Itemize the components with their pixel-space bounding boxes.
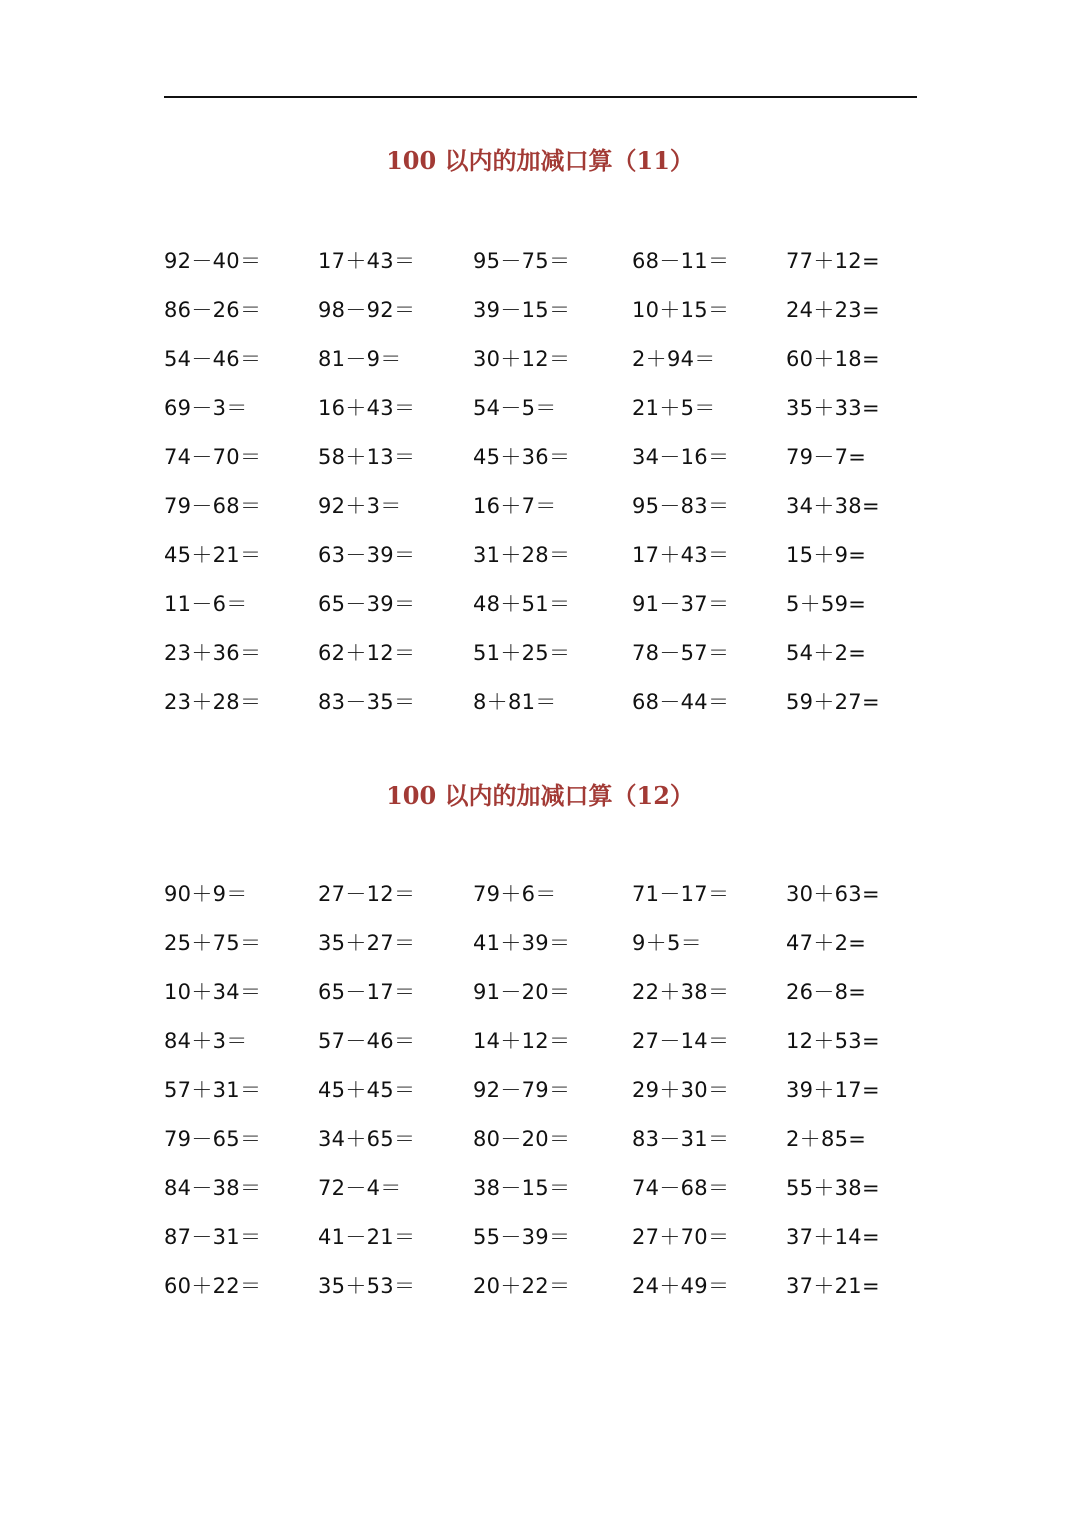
problem: 24＋49＝ bbox=[632, 1274, 730, 1298]
problem: 11－6＝ bbox=[164, 592, 248, 616]
problem: 74－70＝ bbox=[164, 445, 262, 469]
problem: 59＋27= bbox=[786, 690, 880, 714]
problem: 17＋43＝ bbox=[632, 543, 730, 567]
problem: 80－20＝ bbox=[473, 1127, 571, 1151]
problem: 23＋36＝ bbox=[164, 641, 262, 665]
problem: 95－75＝ bbox=[473, 249, 571, 273]
problem: 30＋63= bbox=[786, 882, 880, 906]
problem: 41＋39＝ bbox=[473, 931, 571, 955]
problem: 24＋23= bbox=[786, 298, 880, 322]
problem: 47＋2= bbox=[786, 931, 867, 955]
problem: 17＋43＝ bbox=[318, 249, 416, 273]
header-rule bbox=[164, 96, 917, 98]
problem: 48＋51＝ bbox=[473, 592, 571, 616]
section-title: 100 以内的加减口算（11） bbox=[386, 146, 694, 175]
problem: 27－12＝ bbox=[318, 882, 416, 906]
problem: 26－8= bbox=[786, 980, 867, 1004]
problem: 58＋13＝ bbox=[318, 445, 416, 469]
problem: 69－3＝ bbox=[164, 396, 248, 420]
problem: 51＋25＝ bbox=[473, 641, 571, 665]
problem: 92－79＝ bbox=[473, 1078, 571, 1102]
problem: 83－35＝ bbox=[318, 690, 416, 714]
problem: 60＋18= bbox=[786, 347, 880, 371]
problem: 2＋94＝ bbox=[632, 347, 716, 371]
problem: 74－68＝ bbox=[632, 1176, 730, 1200]
problem: 25＋75＝ bbox=[164, 931, 262, 955]
problem: 22＋38＝ bbox=[632, 980, 730, 1004]
problem: 38－15＝ bbox=[473, 1176, 571, 1200]
problem: 91－20＝ bbox=[473, 980, 571, 1004]
problem: 27＋70＝ bbox=[632, 1225, 730, 1249]
problem: 79＋6＝ bbox=[473, 882, 557, 906]
problem: 2＋85= bbox=[786, 1127, 867, 1151]
problem: 20＋22＝ bbox=[473, 1274, 571, 1298]
problem: 34－16＝ bbox=[632, 445, 730, 469]
problem: 12＋53= bbox=[786, 1029, 880, 1053]
problem: 68－44＝ bbox=[632, 690, 730, 714]
problem: 30＋12＝ bbox=[473, 347, 571, 371]
problem: 29＋30＝ bbox=[632, 1078, 730, 1102]
problem: 16＋43＝ bbox=[318, 396, 416, 420]
problem: 54－5＝ bbox=[473, 396, 557, 420]
problem: 35＋33= bbox=[786, 396, 880, 420]
problem: 98－92＝ bbox=[318, 298, 416, 322]
problem: 68－11＝ bbox=[632, 249, 730, 273]
section-title: 100 以内的加减口算（12） bbox=[386, 781, 694, 810]
problem: 79－68＝ bbox=[164, 494, 262, 518]
problem: 8＋81＝ bbox=[473, 690, 557, 714]
problem: 92＋3＝ bbox=[318, 494, 402, 518]
problem: 14＋12＝ bbox=[473, 1029, 571, 1053]
problem: 63－39＝ bbox=[318, 543, 416, 567]
problem: 84－38＝ bbox=[164, 1176, 262, 1200]
problem: 57－46＝ bbox=[318, 1029, 416, 1053]
problem: 34＋65＝ bbox=[318, 1127, 416, 1151]
problem: 92－40＝ bbox=[164, 249, 262, 273]
problem: 9＋5＝ bbox=[632, 931, 702, 955]
problem: 95－83＝ bbox=[632, 494, 730, 518]
problem: 62＋12＝ bbox=[318, 641, 416, 665]
problem: 65－39＝ bbox=[318, 592, 416, 616]
problem: 41－21＝ bbox=[318, 1225, 416, 1249]
problem: 10＋34＝ bbox=[164, 980, 262, 1004]
problem: 37＋21= bbox=[786, 1274, 880, 1298]
problem: 54＋2= bbox=[786, 641, 867, 665]
problem: 79－7= bbox=[786, 445, 867, 469]
problem: 23＋28＝ bbox=[164, 690, 262, 714]
problem: 55＋38= bbox=[786, 1176, 880, 1200]
problem: 39＋17= bbox=[786, 1078, 880, 1102]
problem: 87－31＝ bbox=[164, 1225, 262, 1249]
problem: 83－31＝ bbox=[632, 1127, 730, 1151]
problem: 86－26＝ bbox=[164, 298, 262, 322]
problem: 21＋5＝ bbox=[632, 396, 716, 420]
problem: 15＋9= bbox=[786, 543, 867, 567]
problem: 71－17＝ bbox=[632, 882, 730, 906]
problem: 31＋28＝ bbox=[473, 543, 571, 567]
problem: 79－65＝ bbox=[164, 1127, 262, 1151]
problem: 60＋22＝ bbox=[164, 1274, 262, 1298]
problem: 65－17＝ bbox=[318, 980, 416, 1004]
problem: 77＋12= bbox=[786, 249, 880, 273]
problem: 27－14＝ bbox=[632, 1029, 730, 1053]
problem: 45＋45＝ bbox=[318, 1078, 416, 1102]
problem: 54－46＝ bbox=[164, 347, 262, 371]
problem: 34＋38= bbox=[786, 494, 880, 518]
problem: 78－57＝ bbox=[632, 641, 730, 665]
problem: 84＋3＝ bbox=[164, 1029, 248, 1053]
problem: 39－15＝ bbox=[473, 298, 571, 322]
problem: 5＋59= bbox=[786, 592, 867, 616]
problem: 45＋21＝ bbox=[164, 543, 262, 567]
problem: 72－4＝ bbox=[318, 1176, 402, 1200]
problem: 45＋36＝ bbox=[473, 445, 571, 469]
problem: 35＋27＝ bbox=[318, 931, 416, 955]
problem: 91－37＝ bbox=[632, 592, 730, 616]
problem: 57＋31＝ bbox=[164, 1078, 262, 1102]
problem: 10＋15＝ bbox=[632, 298, 730, 322]
problem: 35＋53＝ bbox=[318, 1274, 416, 1298]
problem: 90＋9＝ bbox=[164, 882, 248, 906]
problem: 81－9＝ bbox=[318, 347, 402, 371]
problem: 37＋14= bbox=[786, 1225, 880, 1249]
problem: 55－39＝ bbox=[473, 1225, 571, 1249]
problem: 16＋7＝ bbox=[473, 494, 557, 518]
